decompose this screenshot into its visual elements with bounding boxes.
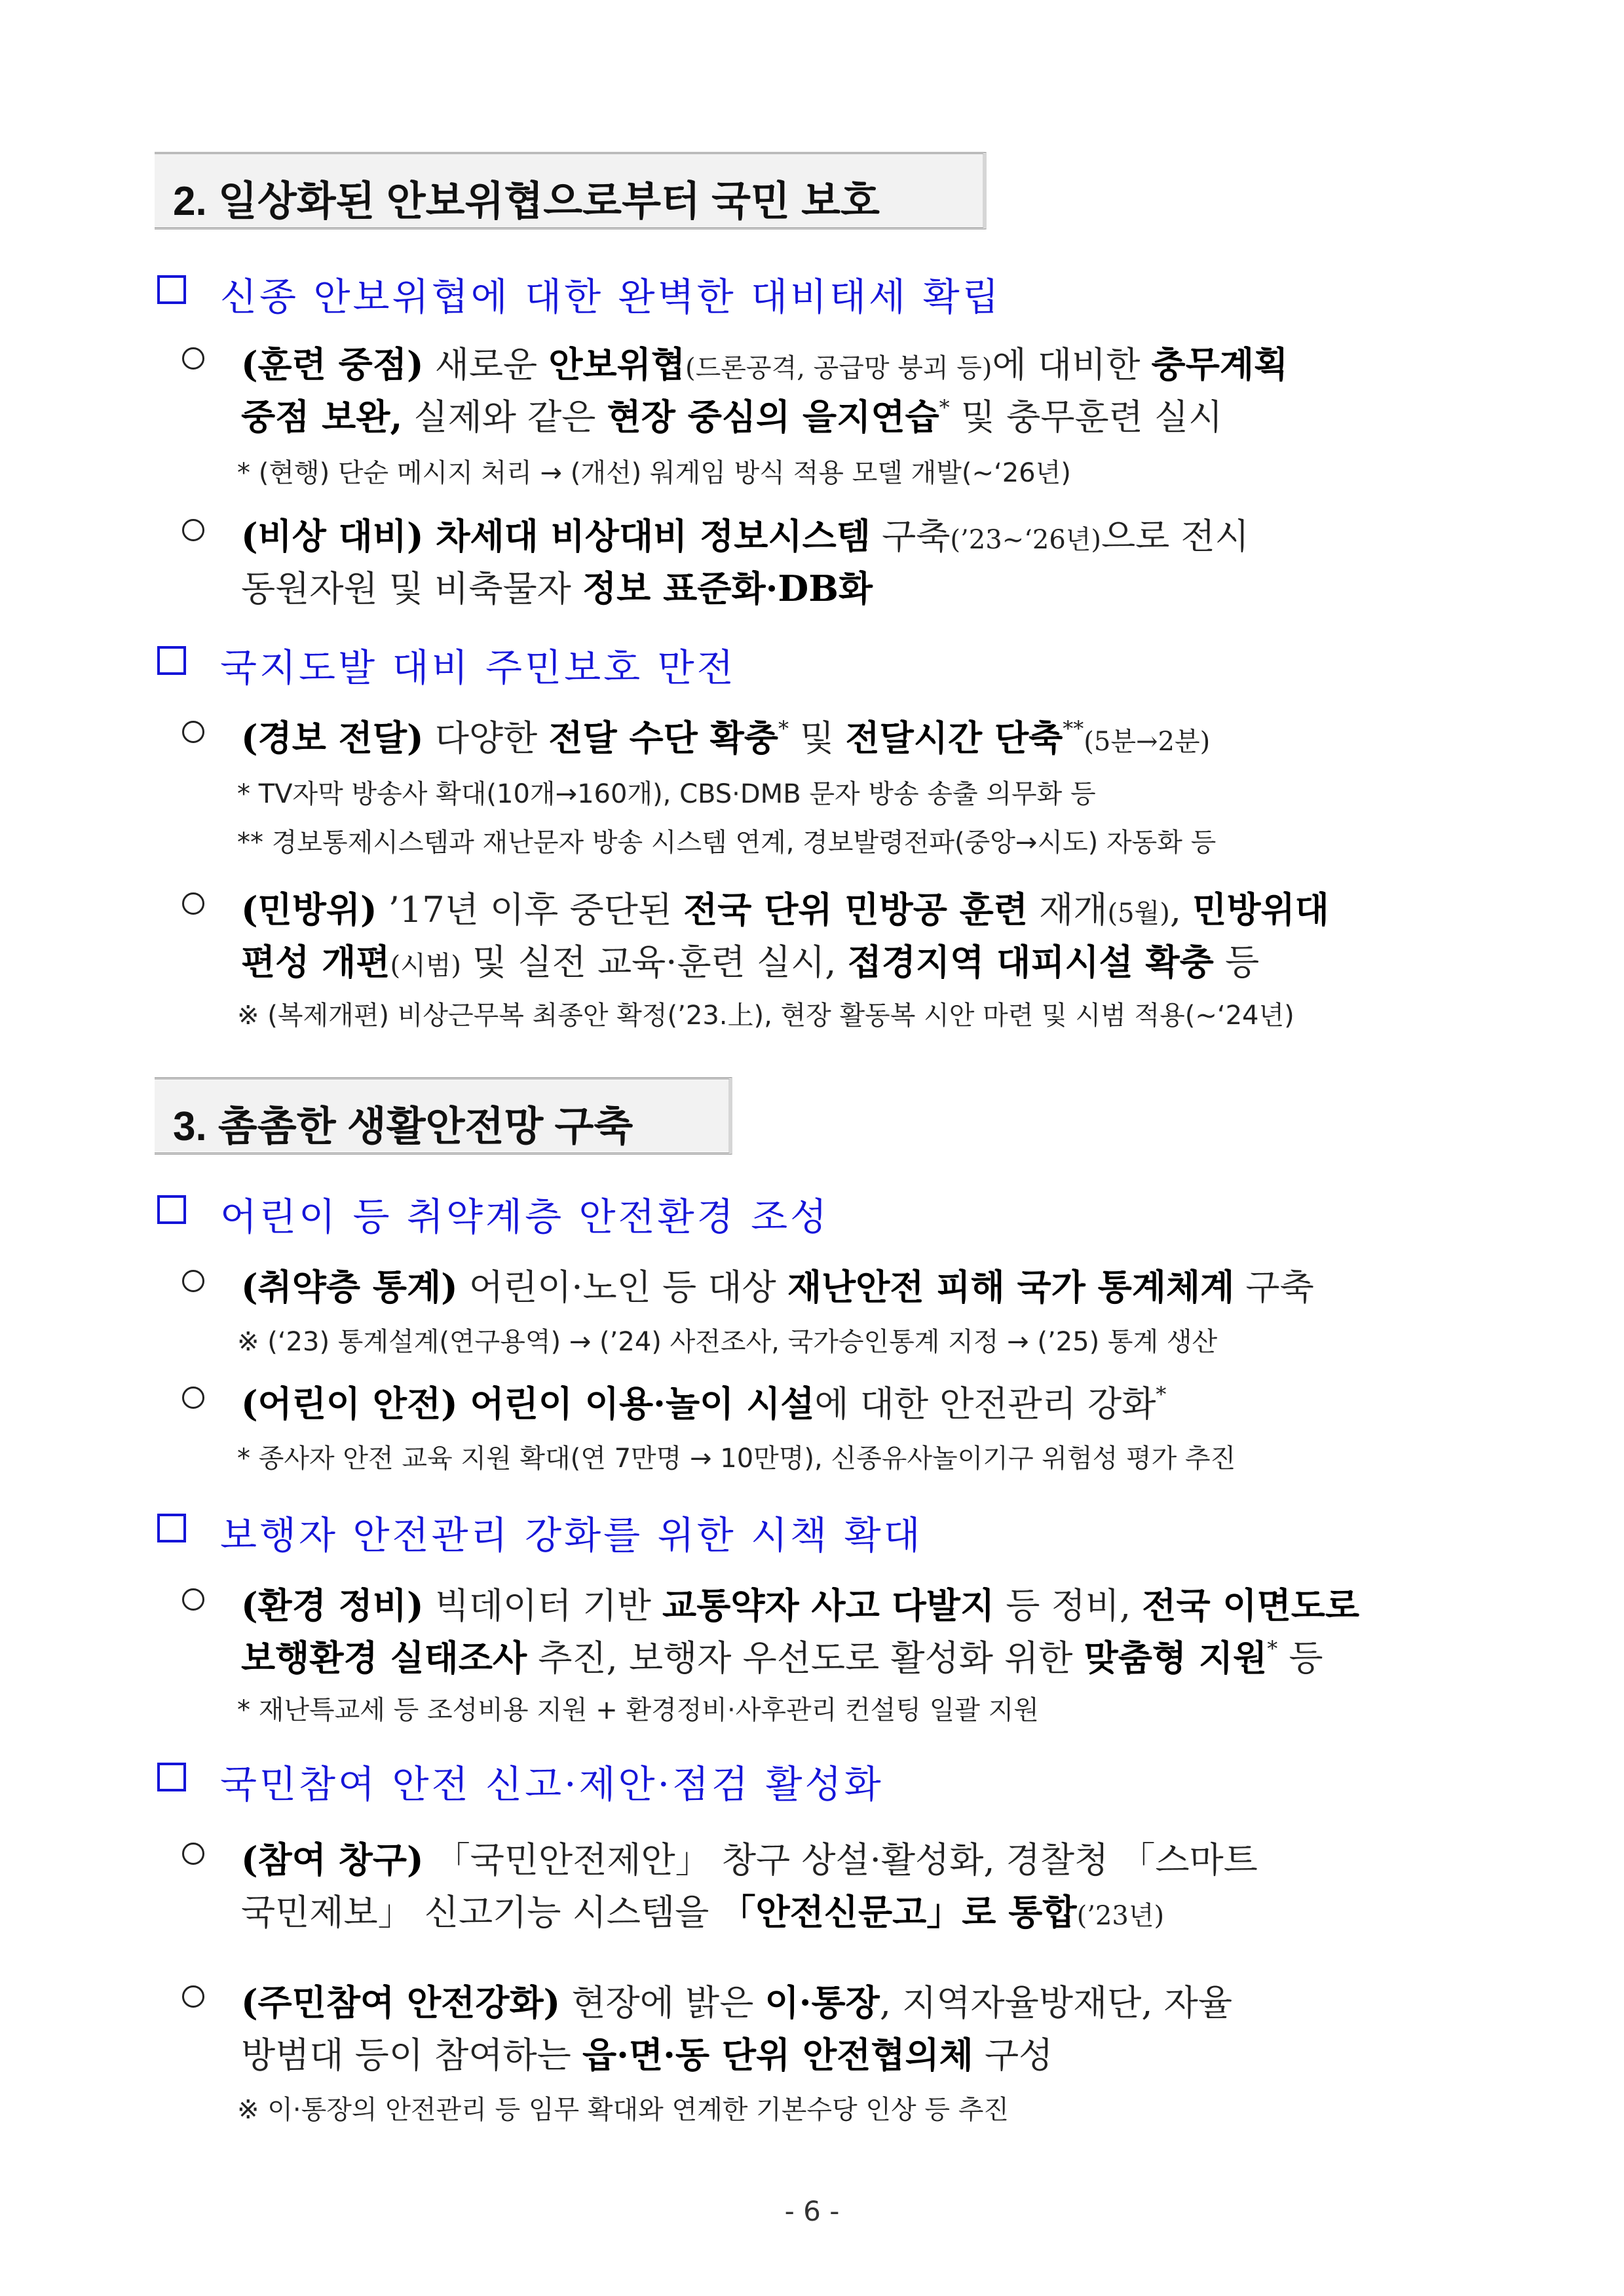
section-3-header bbox=[155, 1077, 732, 1155]
bullet-line bbox=[241, 2027, 1053, 2078]
emphasis: 민방위대 bbox=[1192, 889, 1329, 930]
bullet-line bbox=[241, 882, 1329, 932]
emphasis: 정보 표준화·DB화 bbox=[582, 567, 873, 609]
text: 동원자원 및 비축물자 bbox=[241, 568, 582, 609]
text: 및 실전 교육·훈련 실시, bbox=[461, 942, 848, 983]
text: 에 대한 안전관리 강화 bbox=[814, 1383, 1156, 1425]
text: 에 대비한 bbox=[992, 344, 1152, 385]
note-environment: * 재난특교세 등 조성비용 지원 + 환경정비·사후관리 컨설팅 일괄 지원 bbox=[237, 1695, 1039, 1725]
emphasis: 전국 이면도로 bbox=[1142, 1584, 1360, 1626]
emphasis: 안보위협 bbox=[548, 343, 686, 385]
text: 구축 bbox=[1234, 1267, 1314, 1308]
bullet-line bbox=[241, 389, 1222, 440]
footnote-mark: * bbox=[1267, 1636, 1278, 1661]
text: 및 충무훈련 실시 bbox=[949, 396, 1223, 438]
note-statistics: ※ (‘23) 통계설계(연구용역) → (’24) 사전조사, 국가승인통계 지정 → (’25) 통계 생산 bbox=[237, 1327, 1218, 1357]
bullet-lead: (경보 전달) bbox=[241, 717, 424, 759]
bullet-line bbox=[241, 1975, 1232, 2025]
text: 국민제보」 신고기능 시스템을 bbox=[241, 1892, 721, 1933]
emphasis: 재난안전 피해 국가 통계체계 bbox=[787, 1266, 1235, 1308]
bullet-lead: (주민참여 안전강화) bbox=[241, 1981, 561, 2023]
subsection-2-1-title: 신종 안보위협에 대한 완벽한 대비태세 확립 bbox=[220, 275, 1002, 319]
small-text: (5분→2분) bbox=[1084, 727, 1211, 757]
small-text: (5월) bbox=[1107, 898, 1170, 928]
emphasis: 보행환경 실태조사 bbox=[241, 1637, 527, 1679]
text: 추진, 보행자 우선도로 활성화 위한 bbox=[527, 1637, 1084, 1679]
circle-bullet-icon bbox=[182, 347, 204, 370]
bullet-lead: (환경 정비) bbox=[241, 1584, 424, 1626]
page-number: - 6 - bbox=[784, 2195, 840, 2227]
emphasis: 편성 개편 bbox=[241, 941, 390, 983]
bullet-line bbox=[241, 1885, 1164, 1935]
checkbox-square-icon bbox=[157, 1195, 186, 1224]
emphasis: 전달 수단 확충 bbox=[548, 717, 778, 759]
footnote-mark: ** bbox=[1063, 716, 1084, 741]
text: 재개 bbox=[1028, 889, 1108, 930]
text: 현장에 밝은 bbox=[560, 1982, 765, 2023]
bullet-line bbox=[241, 934, 1259, 985]
text: 다양한 bbox=[423, 718, 549, 759]
text: 방범대 등이 참여하는 bbox=[241, 2035, 582, 2076]
text: 등 정비, bbox=[994, 1585, 1142, 1626]
bullet-line bbox=[241, 1259, 1314, 1310]
circle-bullet-icon bbox=[182, 1843, 204, 1865]
footnote-mark: * bbox=[778, 716, 789, 741]
emphasis: 중점 보완, bbox=[241, 396, 403, 438]
emphasis: 접경지역 대피시설 확충 bbox=[847, 941, 1214, 983]
bullet-lead: (훈련 중점) bbox=[241, 343, 424, 385]
section-2-title: 2. 일상화된 안보위협으로부터 국민 보호 bbox=[173, 179, 880, 224]
checkbox-square-icon bbox=[157, 275, 186, 304]
small-text: (’23~‘26년) bbox=[950, 525, 1102, 555]
bullet-lead: (참여 창구) bbox=[241, 1839, 424, 1881]
checkbox-square-icon bbox=[157, 1763, 186, 1791]
emphasis: 전국 단위 민방공 훈련 bbox=[683, 889, 1028, 930]
text: 구축 bbox=[870, 516, 951, 557]
checkbox-square-icon bbox=[157, 646, 186, 675]
emphasis: 현장 중심의 을지연습 bbox=[607, 396, 939, 438]
note-child-safety: * 종사자 안전 교육 지원 확대(연 7만명 → 10만명), 신종유사놀이기구 위험성 평가 추진 bbox=[237, 1444, 1236, 1474]
subsection-2-2-title: 국지도발 대비 주민보호 만전 bbox=[220, 645, 736, 690]
circle-bullet-icon bbox=[182, 1270, 204, 1292]
note-resident: ※ 이·통장의 안전관리 등 임무 확대와 연계한 기본수당 인상 등 추진 bbox=[237, 2095, 1010, 2125]
small-text: (시범) bbox=[390, 951, 461, 981]
text: 구성 bbox=[973, 2035, 1053, 2076]
text: ’17년 이후 중단된 bbox=[377, 889, 684, 930]
circle-bullet-icon bbox=[182, 1387, 204, 1409]
bullet-line bbox=[241, 1376, 1166, 1426]
bullet-line bbox=[241, 561, 873, 611]
note-alert-1: * TV자막 방송사 확대(10개→160개), CBS·DMB 문자 방송 송출 의무화 등 bbox=[237, 779, 1096, 809]
bullet-line bbox=[241, 508, 1249, 559]
note-civil-defense: ※ (복제개편) 비상근무복 최종안 확정(’23.上), 현장 활동복 시안 마련 및 시범 적용(~‘24년) bbox=[237, 1001, 1294, 1031]
checkbox-square-icon bbox=[157, 1514, 186, 1542]
footnote-mark: * bbox=[939, 395, 950, 420]
emphasis: 읍·면·동 단위 안전협의체 bbox=[582, 2034, 973, 2076]
circle-bullet-icon bbox=[182, 1985, 204, 2008]
bullet-line bbox=[241, 1578, 1359, 1628]
text: 등 bbox=[1213, 942, 1260, 983]
text: 새로운 bbox=[423, 344, 549, 385]
text: 실제와 같은 bbox=[402, 396, 607, 438]
small-text: (드론공격, 공급망 붕괴 등) bbox=[685, 353, 992, 383]
text: 으로 전시 bbox=[1101, 516, 1249, 557]
circle-bullet-icon bbox=[182, 519, 204, 541]
emphasis: 이·통장 bbox=[765, 1981, 880, 2023]
note-training: * (현행) 단순 메시지 처리 → (개선) 워게임 방식 적용 모델 개발(~‘26년) bbox=[237, 458, 1071, 488]
subsection-3-2-title: 보행자 안전관리 강화를 위한 시책 확대 bbox=[220, 1513, 923, 1558]
bullet-line bbox=[241, 1630, 1323, 1681]
circle-bullet-icon bbox=[182, 1588, 204, 1611]
text: 「국민안전제안」 창구 상설·활성화, 경찰청 「스마트 bbox=[423, 1839, 1258, 1881]
emphasis: 교통약자 사고 다발지 bbox=[662, 1584, 995, 1626]
circle-bullet-icon bbox=[182, 721, 204, 743]
text: 등 bbox=[1277, 1637, 1323, 1679]
text: 어린이·노인 등 대상 bbox=[457, 1267, 787, 1308]
note-alert-2: ** 경보통제시스템과 재난문자 방송 시스템 연계, 경보발령전파(중앙→시도) 자동화 등 bbox=[237, 828, 1217, 858]
emphasis: 충무계획 bbox=[1151, 343, 1289, 385]
bullet-line bbox=[241, 1832, 1258, 1883]
text: , bbox=[1169, 889, 1193, 930]
bullet-line bbox=[241, 710, 1210, 761]
section-2-header bbox=[155, 152, 987, 229]
emphasis: 전달시간 단축 bbox=[845, 717, 1063, 759]
emphasis: 맞춤형 지원 bbox=[1084, 1637, 1268, 1679]
circle-bullet-icon bbox=[182, 892, 204, 915]
small-text: (’23년) bbox=[1076, 1901, 1165, 1931]
bullet-lead: (민방위) bbox=[241, 889, 377, 930]
emphasis: (어린이 안전) 어린이 이용·놀이 시설 bbox=[241, 1383, 815, 1425]
bullet-lead: (취약층 통계) bbox=[241, 1266, 458, 1308]
subsection-3-3-title: 국민참여 안전 신고·제안·점검 활성화 bbox=[220, 1762, 884, 1807]
emphasis: 「안전신문고」로 통합 bbox=[720, 1891, 1077, 1933]
footnote-mark: * bbox=[1156, 1382, 1167, 1407]
text: , 지역자율방재단, 자율 bbox=[879, 1982, 1232, 2023]
emphasis: (비상 대비) 차세대 비상대비 정보시스템 bbox=[241, 515, 871, 557]
text: 빅데이터 기반 bbox=[423, 1585, 663, 1626]
section-3-title: 3. 촘촘한 생활안전망 구축 bbox=[173, 1104, 633, 1149]
bullet-line bbox=[241, 337, 1288, 387]
subsection-3-1-title: 어린이 등 취약계층 안전환경 조성 bbox=[220, 1195, 830, 1239]
text: 및 bbox=[788, 718, 846, 759]
